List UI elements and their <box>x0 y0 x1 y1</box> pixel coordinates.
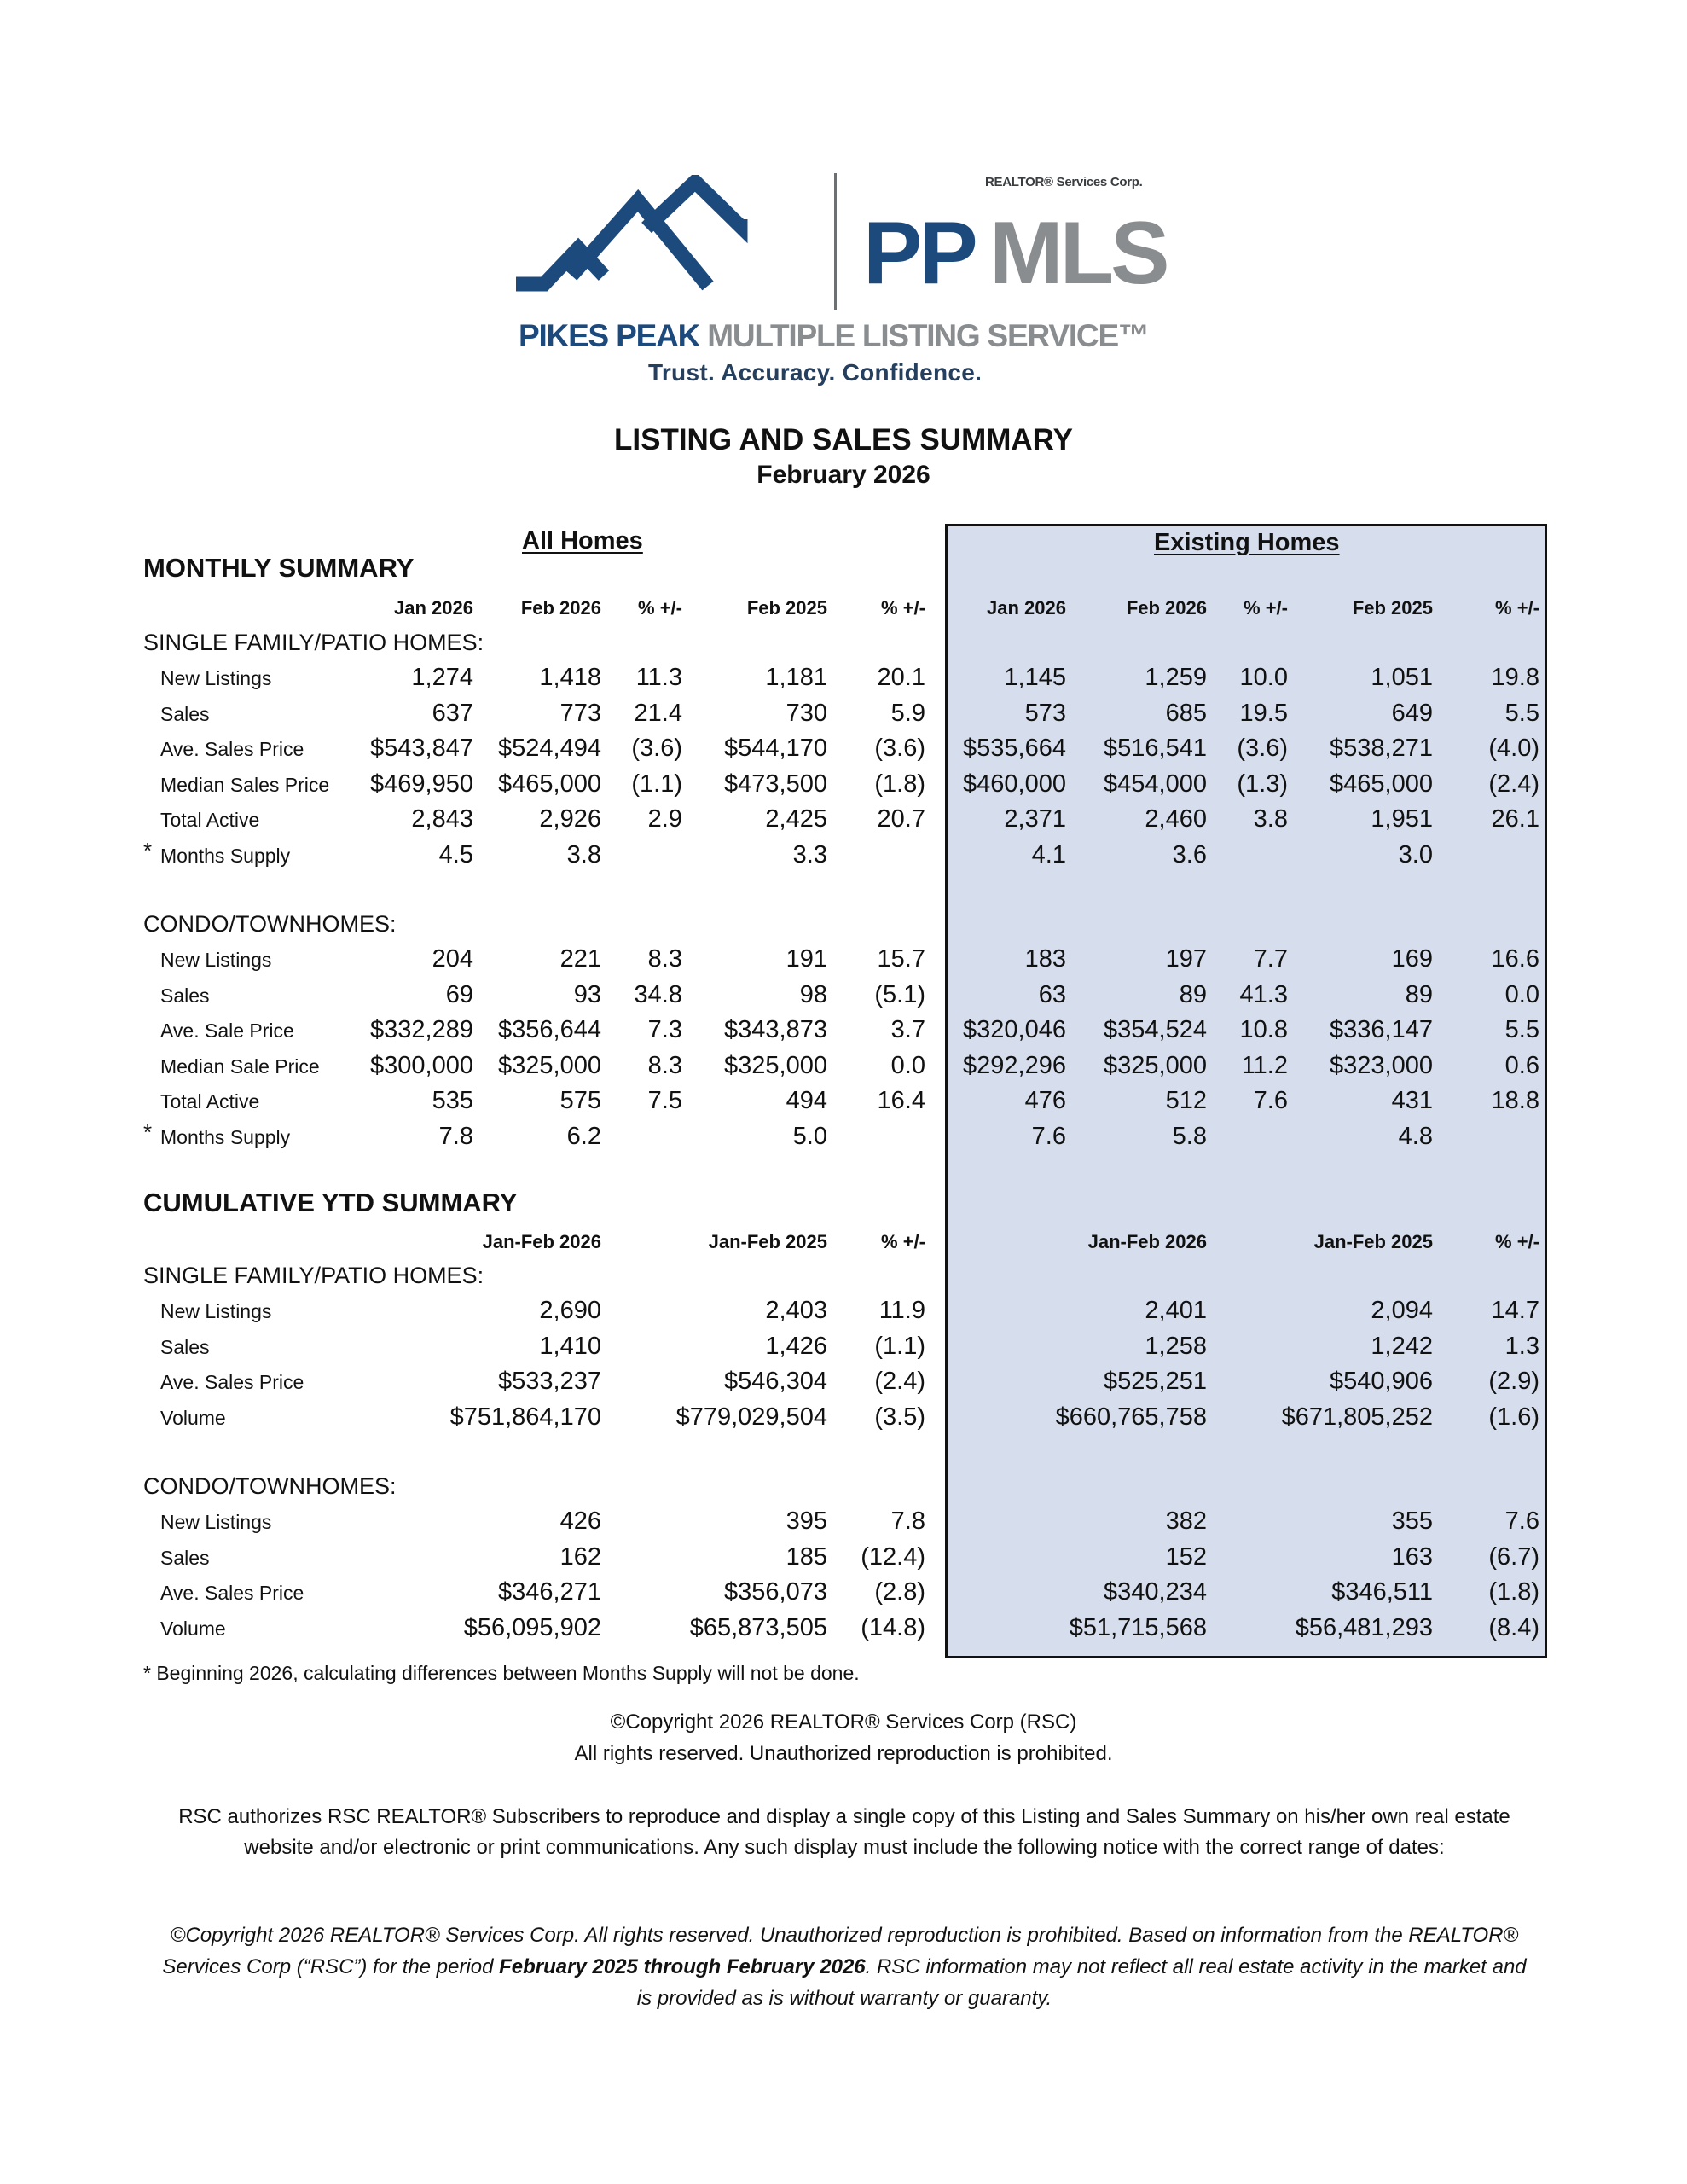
table-cell: $533,237 <box>498 1368 601 1395</box>
table-cell: $325,000 <box>1104 1051 1207 1079</box>
table-cell: 1,951 <box>1371 805 1433 833</box>
table-cell: $346,271 <box>498 1578 601 1606</box>
table-cell: (3.5) <box>874 1403 925 1431</box>
row-label: Ave. Sales Price <box>160 1582 304 1604</box>
table-cell: 1,259 <box>1145 664 1207 691</box>
table-cell: $454,000 <box>1104 770 1207 798</box>
table-cell: $56,481,293 <box>1295 1613 1433 1641</box>
table-cell: (2.9) <box>1488 1368 1539 1395</box>
table-cell: $525,251 <box>1104 1368 1207 1395</box>
table-cell: $356,644 <box>498 1016 601 1043</box>
table-cell: $671,805,252 <box>1281 1403 1433 1431</box>
table-cell: $544,170 <box>724 735 827 762</box>
table-cell: 512 <box>1165 1087 1207 1114</box>
table-cell: (1.8) <box>1488 1578 1539 1606</box>
ytd-column-header-existing-2: % +/- <box>1495 1231 1539 1252</box>
table-cell: 1,145 <box>1004 664 1066 691</box>
table-cell: (2.8) <box>874 1578 925 1606</box>
logo-pp: PP <box>863 204 975 303</box>
authorization-paragraph: RSC authorizes RSC REALTOR® Subscribers to reproduce and display a single copy of this Listing and Sales Summary on his/her own real estate website and/or electronic or print communications. Any such display must include the following notice with the correct range of dates: <box>178 1805 1510 1859</box>
row-label: Median Sale Price <box>160 1054 320 1077</box>
table-cell: 575 <box>559 1087 601 1114</box>
page-subtitle: February 2026 <box>757 461 930 489</box>
table-cell: $660,765,758 <box>1055 1403 1207 1431</box>
table-cell: 3.6 <box>1172 840 1207 868</box>
table-cell: 11.2 <box>1241 1051 1288 1079</box>
table-cell: $779,029,504 <box>675 1403 827 1431</box>
column-header-all-1: Feb 2026 <box>520 597 601 619</box>
table-cell: 6.2 <box>566 1122 601 1150</box>
table-cell: 1,410 <box>539 1332 601 1360</box>
table-cell: 5.8 <box>1172 1122 1207 1150</box>
row-label: Months Supply <box>160 1125 291 1148</box>
row-label: New Listings <box>160 1300 272 1322</box>
table-cell: 7.3 <box>647 1016 682 1043</box>
table-cell: 1,181 <box>765 664 827 691</box>
mountain-peaks-icon <box>512 175 819 320</box>
table-cell: 15.7 <box>877 945 925 973</box>
category-label: SINGLE FAMILY/PATIO HOMES: <box>143 1263 484 1288</box>
table-cell: 16.4 <box>877 1087 925 1114</box>
table-cell: 2,401 <box>1145 1297 1207 1324</box>
table-cell: 494 <box>786 1087 827 1114</box>
table-cell: $332,289 <box>370 1016 473 1043</box>
ytd-column-header-all-1: Jan-Feb 2025 <box>708 1231 827 1252</box>
table-cell: $292,296 <box>963 1051 1066 1079</box>
table-cell: 637 <box>432 699 473 727</box>
ytd-column-header-existing-0: Jan-Feb 2026 <box>1087 1231 1207 1252</box>
table-cell: 2,425 <box>765 805 827 833</box>
table-cell: 2,094 <box>1371 1297 1433 1324</box>
table-cell: 11.9 <box>878 1297 925 1324</box>
table-cell: 183 <box>1024 945 1066 973</box>
table-cell: $346,511 <box>1331 1578 1433 1606</box>
table-cell: (1.1) <box>874 1332 925 1360</box>
category-label: CONDO/TOWNHOMES: <box>143 1473 397 1499</box>
row-label: Sales <box>160 1546 210 1569</box>
row-label: New Listings <box>160 949 272 971</box>
row-label: Median Sales Price <box>160 773 330 796</box>
table-cell: 573 <box>1024 699 1066 727</box>
table-cell: 1,242 <box>1371 1332 1433 1360</box>
table-cell: 5.5 <box>1504 1016 1539 1043</box>
table-cell: 1,426 <box>765 1332 827 1360</box>
table-cell: 204 <box>432 945 473 973</box>
table-cell: 26.1 <box>1491 805 1539 833</box>
table-cell: $516,541 <box>1104 735 1207 762</box>
table-cell: 69 <box>445 980 473 1008</box>
table-cell: 7.8 <box>890 1507 925 1535</box>
column-header-existing-2: % +/- <box>1244 597 1288 619</box>
table-cell: 476 <box>1024 1087 1066 1114</box>
ytd-column-header-existing-1: Jan-Feb 2025 <box>1313 1231 1433 1252</box>
ppmls-logo <box>512 166 1177 397</box>
table-cell: 89 <box>1179 980 1207 1008</box>
column-header-all-4: % +/- <box>881 597 925 619</box>
table-cell: $300,000 <box>370 1051 473 1079</box>
table-cell: 426 <box>559 1507 601 1535</box>
column-header-existing-1: Feb 2026 <box>1126 597 1207 619</box>
table-cell: 4.8 <box>1398 1122 1433 1150</box>
table-cell: (4.0) <box>1488 735 1539 762</box>
table-cell: 7.6 <box>1253 1087 1288 1114</box>
row-label: Months Supply <box>160 844 291 867</box>
table-cell: 535 <box>432 1087 473 1114</box>
table-cell: $546,304 <box>724 1368 827 1395</box>
table-cell: $325,000 <box>724 1051 827 1079</box>
table-cell: $56,095,902 <box>463 1613 601 1641</box>
months-supply-footnote: * Beginning 2026, calculating differences between Months Supply will not be done. <box>143 1662 860 1684</box>
monthly-summary-heading: MONTHLY SUMMARY <box>143 553 415 583</box>
logo-name-primary: PIKES PEAK <box>519 318 700 353</box>
table-cell: 20.1 <box>877 664 925 691</box>
table-cell: 730 <box>786 699 827 727</box>
table-cell: 10.0 <box>1239 664 1288 691</box>
table-cell: 5.5 <box>1504 699 1539 727</box>
table-cell: 2.9 <box>647 805 682 833</box>
logo-tagline: Trust. Accuracy. Confidence. <box>648 359 983 386</box>
table-cell: $538,271 <box>1330 735 1433 762</box>
table-cell: 1,258 <box>1145 1332 1207 1360</box>
row-label: New Listings <box>160 667 272 689</box>
table-cell: 382 <box>1165 1507 1207 1535</box>
column-header-all-3: Feb 2025 <box>746 597 827 619</box>
row-label: Volume <box>160 1617 226 1640</box>
table-cell: $51,715,568 <box>1069 1613 1207 1641</box>
table-cell: $354,524 <box>1104 1016 1207 1043</box>
table-cell: 162 <box>559 1542 601 1571</box>
table-cell: (1.1) <box>631 770 682 798</box>
table-cell: 2,460 <box>1145 805 1207 833</box>
category-label: CONDO/TOWNHOMES: <box>143 911 397 937</box>
row-label: Total Active <box>160 809 260 831</box>
table-cell: (6.7) <box>1488 1542 1539 1571</box>
table-cell: 7.6 <box>1504 1507 1539 1535</box>
table-cell: $540,906 <box>1330 1368 1433 1395</box>
table-cell: 19.8 <box>1491 664 1539 691</box>
table-cell: 18.8 <box>1491 1087 1539 1114</box>
table-cell: (3.6) <box>874 735 925 762</box>
table-cell: 169 <box>1391 945 1433 973</box>
table-cell: 1.3 <box>1504 1332 1539 1360</box>
table-cell: 197 <box>1165 945 1207 973</box>
table-cell: 185 <box>786 1542 827 1571</box>
required-notice <box>162 1920 1527 2014</box>
table-cell: 3.8 <box>1253 805 1288 833</box>
existing-homes-heading: Existing Homes <box>1154 529 1340 556</box>
table-cell: (3.6) <box>631 735 682 762</box>
category-label: SINGLE FAMILY/PATIO HOMES: <box>143 630 484 655</box>
row-label: Sales <box>160 702 210 725</box>
logo-name-secondary: MULTIPLE LISTING SERVICE™ <box>707 318 1149 353</box>
ytd-column-header-all-0: Jan-Feb 2026 <box>482 1231 601 1252</box>
table-cell: 98 <box>799 980 827 1008</box>
table-cell: 3.3 <box>792 840 827 868</box>
row-label: Ave. Sale Price <box>160 1019 294 1042</box>
copyright-line: ©Copyright 2026 REALTOR® Services Corp (RSC) <box>610 1711 1077 1734</box>
table-cell: 19.5 <box>1239 699 1288 727</box>
table-cell: 4.1 <box>1031 840 1066 868</box>
table-cell: 773 <box>559 699 601 727</box>
table-cell: 5.9 <box>890 699 925 727</box>
table-cell: $65,873,505 <box>689 1613 827 1641</box>
table-cell: (1.6) <box>1488 1403 1539 1431</box>
row-label: Ave. Sales Price <box>160 738 304 760</box>
ytd-column-header-all-2: % +/- <box>881 1231 925 1252</box>
notice-text-1: ©Copyright 2026 REALTOR® Services Corp. All rights reserved. Unauthorized reproduction is prohibited. Based on information from the REALTOR® Services Corp (“RSC”) for the period <box>162 1924 1519 1978</box>
column-header-all-2: % +/- <box>638 597 682 619</box>
table-cell: 41.3 <box>1239 980 1288 1008</box>
table-cell: $465,000 <box>1330 770 1433 798</box>
table-cell: $473,500 <box>724 770 827 798</box>
table-cell: 5.0 <box>792 1122 827 1150</box>
table-cell: 431 <box>1391 1087 1433 1114</box>
table-cell: 16.6 <box>1491 945 1539 973</box>
table-cell: 7.7 <box>1253 945 1288 973</box>
table-cell: 8.3 <box>647 945 682 973</box>
logo-corp-name: REALTOR® Services Corp. <box>985 175 1143 189</box>
column-header-existing-0: Jan 2026 <box>987 597 1066 619</box>
table-cell: 93 <box>573 980 601 1008</box>
table-cell: 1,274 <box>411 664 473 691</box>
table-cell: $524,494 <box>498 735 601 762</box>
table-cell: 221 <box>559 945 601 973</box>
row-label: Sales <box>160 1335 210 1358</box>
table-cell: 2,371 <box>1004 805 1066 833</box>
table-cell: $460,000 <box>963 770 1066 798</box>
table-cell: (2.4) <box>874 1368 925 1395</box>
table-cell: 191 <box>786 945 827 973</box>
table-cell: (14.8) <box>861 1613 925 1641</box>
table-cell: 34.8 <box>634 980 682 1008</box>
logo-divider <box>834 173 837 310</box>
table-cell: 63 <box>1038 980 1066 1008</box>
table-cell: 11.3 <box>635 664 682 691</box>
table-cell: 0.0 <box>1504 980 1539 1008</box>
table-cell: (2.4) <box>1488 770 1539 798</box>
table-cell: $356,073 <box>724 1578 827 1606</box>
all-homes-heading: All Homes <box>522 527 643 555</box>
table-cell: 3.8 <box>566 840 601 868</box>
table-cell: 89 <box>1405 980 1433 1008</box>
table-cell: (3.6) <box>1237 735 1288 762</box>
column-header-all-0: Jan 2026 <box>394 597 473 619</box>
table-cell: 4.5 <box>438 840 473 868</box>
table-cell: 10.8 <box>1239 1016 1288 1043</box>
table-cell: 7.5 <box>647 1087 682 1114</box>
table-cell: 2,843 <box>411 805 473 833</box>
table-cell: 1,051 <box>1371 664 1433 691</box>
table-cell: 7.8 <box>438 1122 473 1150</box>
table-cell: $323,000 <box>1330 1051 1433 1079</box>
table-cell: (1.3) <box>1237 770 1288 798</box>
table-cell: $543,847 <box>370 735 473 762</box>
column-header-existing-4: % +/- <box>1495 597 1539 619</box>
logo-mls: MLS <box>989 204 1167 303</box>
column-header-existing-3: Feb 2025 <box>1352 597 1433 619</box>
row-label: Total Active <box>160 1090 260 1112</box>
table-cell: 152 <box>1165 1542 1207 1571</box>
row-label: Sales <box>160 984 210 1007</box>
page-title: LISTING AND SALES SUMMARY <box>614 423 1073 456</box>
table-cell: $535,664 <box>963 735 1066 762</box>
row-label: New Listings <box>160 1511 272 1533</box>
table-cell: $469,950 <box>370 770 473 798</box>
table-cell: (5.1) <box>874 980 925 1008</box>
table-cell: 7.6 <box>1031 1122 1066 1150</box>
row-label: Volume <box>160 1406 226 1429</box>
table-cell: $340,234 <box>1104 1578 1207 1606</box>
table-cell: 21.4 <box>634 699 682 727</box>
table-cell: 3.7 <box>890 1016 925 1043</box>
table-cell: 3.0 <box>1398 840 1433 868</box>
table-cell: 163 <box>1391 1542 1433 1571</box>
table-cell: $343,873 <box>724 1016 827 1043</box>
footnote-marker: * <box>143 1118 153 1145</box>
table-cell: 2,926 <box>539 805 601 833</box>
table-cell: 2,690 <box>539 1297 601 1324</box>
table-cell: $465,000 <box>498 770 601 798</box>
table-cell: $325,000 <box>498 1051 601 1079</box>
table-cell: (12.4) <box>861 1542 925 1571</box>
table-cell: (1.8) <box>874 770 925 798</box>
table-cell: 8.3 <box>647 1051 682 1079</box>
table-cell: 395 <box>786 1507 827 1535</box>
table-cell: 14.7 <box>1491 1297 1539 1324</box>
table-cell: 0.0 <box>890 1051 925 1079</box>
table-cell: (8.4) <box>1488 1613 1539 1641</box>
table-cell: 1,418 <box>539 664 601 691</box>
table-cell: 0.6 <box>1504 1051 1539 1079</box>
logo-full-name <box>519 318 1149 354</box>
table-cell: 685 <box>1165 699 1207 727</box>
rights-reserved-line: All rights reserved. Unauthorized reproduction is prohibited. <box>574 1742 1113 1765</box>
row-label: Ave. Sales Price <box>160 1371 304 1393</box>
table-cell: 649 <box>1391 699 1433 727</box>
ytd-summary-heading: CUMULATIVE YTD SUMMARY <box>143 1188 518 1217</box>
table-cell: 20.7 <box>877 805 925 833</box>
table-cell: $320,046 <box>963 1016 1066 1043</box>
footnote-marker: * <box>143 837 153 863</box>
table-cell: $751,864,170 <box>449 1403 601 1431</box>
notice-text-2: . RSC information may not reflect all real estate activity in the market and is provided as is without warranty or guaranty. <box>636 1955 1527 2010</box>
table-cell: $336,147 <box>1330 1016 1433 1043</box>
notice-period: February 2025 through February 2026 <box>499 1955 866 1978</box>
table-cell: 355 <box>1391 1507 1433 1535</box>
table-cell: 2,403 <box>765 1297 827 1324</box>
